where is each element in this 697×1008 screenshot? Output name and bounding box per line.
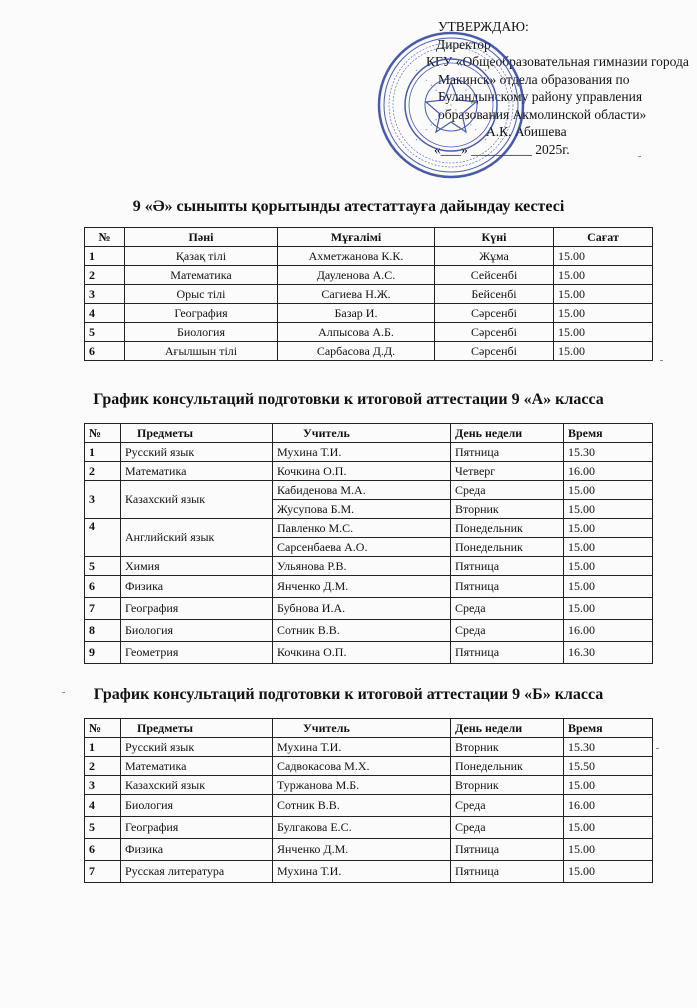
table-row [85,285,653,304]
cell-number: 3 [85,285,125,304]
cell-number: 3 [85,776,121,795]
cell-teacher: Мухина Т.И. [273,738,451,757]
cell-time: 15.00 [564,817,653,839]
cell-teacher: Сотник В.В. [273,620,451,642]
cell-number: 4 [85,519,121,557]
cell-teacher: Туржанова М.Б. [273,776,451,795]
cell-day: Вторник [451,776,564,795]
table-header-row [85,228,653,247]
table-row [85,817,653,839]
cell-number: 7 [85,861,121,883]
cell-day: Понедельник [451,757,564,776]
cell-day: Вторник [451,500,564,519]
table-row [85,839,653,861]
cell-number: 4 [85,304,125,323]
column-header: Күні [435,228,554,247]
table-header-row [85,719,653,738]
cell-day: Вторник [451,738,564,757]
cell-number: 5 [85,323,125,342]
cell-subject: Орыс тілі [125,285,278,304]
cell-teacher: Ахметжанова К.К. [278,247,435,266]
cell-subject: Биология [121,795,273,817]
column-header: Учитель [273,424,451,443]
cell-time: 15.00 [564,576,653,598]
column-header: День недели [451,424,564,443]
column-header: № [85,719,121,738]
cell-time: 15.00 [564,776,653,795]
approval-line: УТВЕРЖДАЮ: [438,19,529,34]
table-row [85,557,653,576]
table-header-row [85,424,653,443]
cell-teacher: Бубнова И.А. [273,598,451,620]
cell-day: Пятница [451,557,564,576]
cell-subject: Геометрия [121,642,273,664]
cell-number: 2 [85,757,121,776]
cell-time: 15.00 [564,557,653,576]
cell-teacher: Дауленова А.С. [278,266,435,285]
cell-subject: Русский язык [121,443,273,462]
cell-number: 6 [85,839,121,861]
cell-day: Среда [451,620,564,642]
scan-speck [656,748,659,749]
cell-time: 16.00 [564,620,653,642]
table-row [85,620,653,642]
cell-time: 16.30 [564,642,653,664]
cell-day: Среда [451,795,564,817]
cell-time: 15.00 [554,323,653,342]
cell-subject: Химия [121,557,273,576]
cell-number: 8 [85,620,121,642]
cell-day: Пятница [451,861,564,883]
cell-subject: Биология [125,323,278,342]
cell-day: Пятница [451,443,564,462]
cell-subject: География [121,598,273,620]
approval-line: Макинск» отдела образования по [438,71,630,87]
cell-subject: Русская литература [121,861,273,883]
cell-subject: Ағылшын тілі [125,342,278,361]
column-header: Учитель [273,719,451,738]
cell-subject: Английский язык [121,519,273,557]
approval-line: Буландынскому району управления [438,89,643,104]
cell-day: Сәрсенбі [435,342,554,361]
cell-day: Пятница [451,839,564,861]
cell-subject: Русский язык [121,738,273,757]
table-row [85,462,653,481]
table3-title: График консультаций подготовки к итоговой аттестации 9 «Б» класса [93,686,604,703]
cell-number: 2 [85,462,121,481]
column-header: Сағат [554,228,653,247]
cell-teacher: Кочкина О.П. [273,462,451,481]
cell-subject: Биология [121,620,273,642]
table-row [85,342,653,361]
cell-day: Среда [451,817,564,839]
cell-teacher: Мухина Т.И. [273,861,451,883]
column-header: Мұғалімі [278,228,435,247]
cell-time: 16.00 [564,795,653,817]
cell-teacher: Янченко Д.М. [273,576,451,598]
table-row [85,861,653,883]
table-row [85,266,653,285]
cell-number: 1 [85,247,125,266]
approval-line: КГУ «Общеобразовательная гимназии города [426,54,689,69]
cell-subject: География [125,304,278,323]
cell-teacher: Кочкина О.П. [273,642,451,664]
cell-time: 15.00 [564,481,653,500]
cell-teacher: Садвокасова М.Х. [273,757,451,776]
cell-number: 6 [85,342,125,361]
approval-line: образования Акмолинской области» [438,106,647,122]
cell-time: 15.00 [554,342,653,361]
table-row [85,481,653,500]
column-header: Время [564,719,653,738]
column-header: Время [564,424,653,443]
cell-subject: Казахский язык [121,776,273,795]
table-row [85,576,653,598]
cell-number: 6 [85,576,121,598]
cell-teacher: Алпысова А.Б. [278,323,435,342]
approval-line: Директор [436,36,491,52]
table1 [84,227,653,361]
scan-speck [660,360,663,361]
cell-teacher: Сагиева Н.Ж. [278,285,435,304]
cell-number: 7 [85,598,121,620]
table-row [85,247,653,266]
cell-subject: Математика [121,462,273,481]
cell-number: 5 [85,817,121,839]
table-row [85,323,653,342]
cell-teacher: Мухина Т.И. [273,443,451,462]
cell-subject: Қазақ тілі [125,247,278,266]
table1-title: 9 «Ә» сыныпты қорытынды атестаттауға дайындау кестесі [132,198,565,215]
table-row [85,642,653,664]
table-row [85,776,653,795]
cell-time: 15.00 [564,538,653,557]
cell-teacher: Ульянова Р.В. [273,557,451,576]
approval-line: «___» _________ 2025г. [434,141,570,157]
cell-day: Сәрсенбі [435,304,554,323]
cell-time: 15.00 [554,285,653,304]
cell-day: Среда [451,481,564,500]
table-row [85,519,653,538]
cell-number: 2 [85,266,125,285]
column-header: Предметы [121,719,273,738]
table3 [84,718,653,883]
table-row [85,738,653,757]
cell-day: Четверг [451,462,564,481]
cell-day: Понедельник [451,519,564,538]
cell-number: 1 [85,443,121,462]
cell-teacher: Павленко М.С. [273,519,451,538]
cell-teacher: Базар И. [278,304,435,323]
column-header: Предметы [121,424,273,443]
cell-subject: Физика [121,839,273,861]
cell-day: Сейсенбі [435,266,554,285]
table2-title: График консультаций подготовки к итоговой аттестации 9 «А» класса [93,391,604,408]
cell-teacher: Сарсенбаева А.О. [273,538,451,557]
cell-subject: География [121,817,273,839]
cell-time: 15.00 [554,266,653,285]
cell-teacher: Сарбасова Д.Д. [278,342,435,361]
cell-time: 15.30 [564,443,653,462]
column-header: № [85,228,125,247]
cell-teacher: Булгакова Е.С. [273,817,451,839]
cell-subject: Казахский язык [121,481,273,519]
cell-time: 15.00 [564,598,653,620]
cell-time: 16.00 [564,462,653,481]
approval-line: А.К. Абишева [486,124,567,139]
seal-stamp-icon [376,30,526,180]
table-row [85,598,653,620]
cell-time: 15.00 [554,247,653,266]
cell-teacher: Янченко Д.М. [273,839,451,861]
table-row [85,304,653,323]
table-row [85,757,653,776]
cell-number: 4 [85,795,121,817]
cell-number: 1 [85,738,121,757]
column-header: День недели [451,719,564,738]
scan-speck [62,692,65,693]
cell-number: 5 [85,557,121,576]
cell-day: Понедельник [451,538,564,557]
cell-teacher: Жусупова Б.М. [273,500,451,519]
scan-speck [638,156,641,157]
table2 [84,423,653,664]
cell-time: 15.00 [564,839,653,861]
cell-day: Жұма [435,247,554,266]
cell-time: 15.00 [564,500,653,519]
column-header: № [85,424,121,443]
cell-time: 15.00 [564,861,653,883]
cell-teacher: Кабиденова М.А. [273,481,451,500]
cell-day: Бейсенбі [435,285,554,304]
table-row [85,443,653,462]
cell-subject: Математика [121,757,273,776]
cell-time: 15.50 [564,757,653,776]
cell-day: Пятница [451,576,564,598]
cell-time: 15.30 [564,738,653,757]
cell-day: Пятница [451,642,564,664]
cell-day: Сәрсенбі [435,323,554,342]
cell-time: 15.00 [564,519,653,538]
table-row [85,795,653,817]
cell-day: Среда [451,598,564,620]
cell-number: 3 [85,481,121,519]
cell-number: 9 [85,642,121,664]
column-header: Пәні [125,228,278,247]
cell-teacher: Сотник В.В. [273,795,451,817]
cell-subject: Математика [125,266,278,285]
cell-subject: Физика [121,576,273,598]
cell-time: 15.00 [554,304,653,323]
